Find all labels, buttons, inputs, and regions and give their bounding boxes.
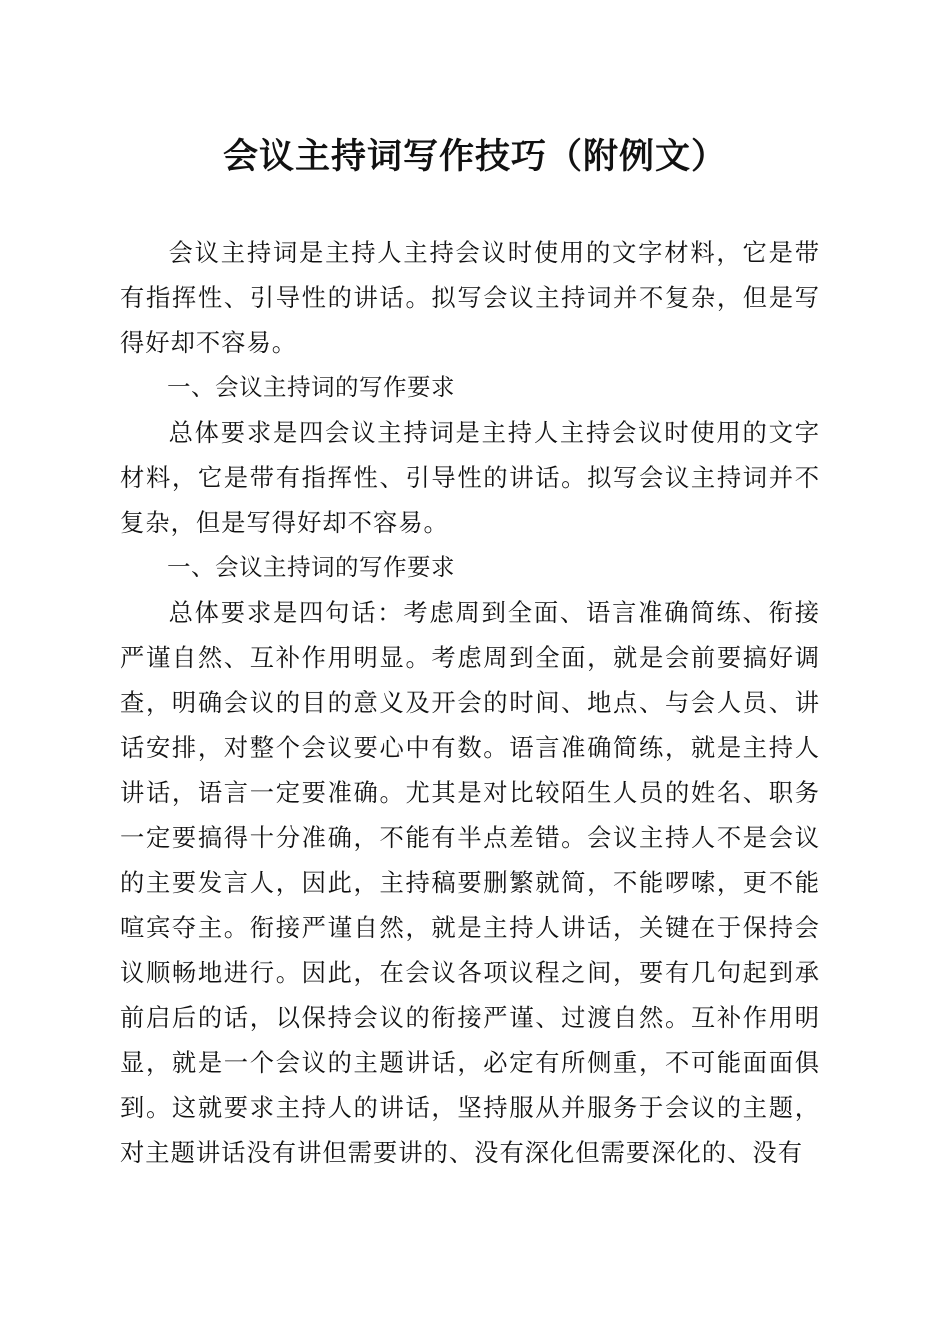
paragraph-four-sentences: 总体要求是四句话：考虑周到全面、语言准确简练、衔接严谨自然、互补作用明显。考虑周到全面，就是会前要搞好调查，明确会议的目的意义及开会的时间、地点、与会人员、讲话安排，对整个会议要心中有数。语言准确简练，就是主持人讲话，语言一定要准确。尤其是对比较陌生人员的姓名、职务一定要搞得十分准确，不能有半点差错。会议主持人不是会议的主要发言人，因此，主持稿要删繁就简，不能啰嗦，更不能喧宾夺主。衔接严谨自然，就是主持人讲话，关键在于保持会议顺畅地进行。因此，在会议各项议程之间，要有几句起到承前启后的话，以保持会议的衔接严谨、过渡自然。互补作用明显，就是一个会议的主题讲话，必定有所侧重，不可能面面俱到。这就要求主持人的讲话，坚持服从并服务于会议的主题，对主题讲话没有讲但需要讲的、没有深化但需要深化的、没有 [120,598,820,1167]
document-body [120,230,820,1175]
section-heading: 一、会议主持词的写作要求 [167,553,455,581]
paragraph-intro: 会议主持词是主持人主持会议时使用的文字材料，它是带有指挥性、引导性的讲话。拟写会议主持词并不复杂，但是写得好却不容易。 [120,238,820,357]
document-title: 会议主持词写作技巧（附例文） [222,136,727,177]
section-heading: 一、会议主持词的写作要求 [167,373,455,401]
paragraph-overall-requirement: 总体要求是四会议主持词是主持人主持会议时使用的文字材料，它是带有指挥性、引导性的讲话。拟写会议主持词并不复杂，但是写得好却不容易。 [120,418,820,537]
